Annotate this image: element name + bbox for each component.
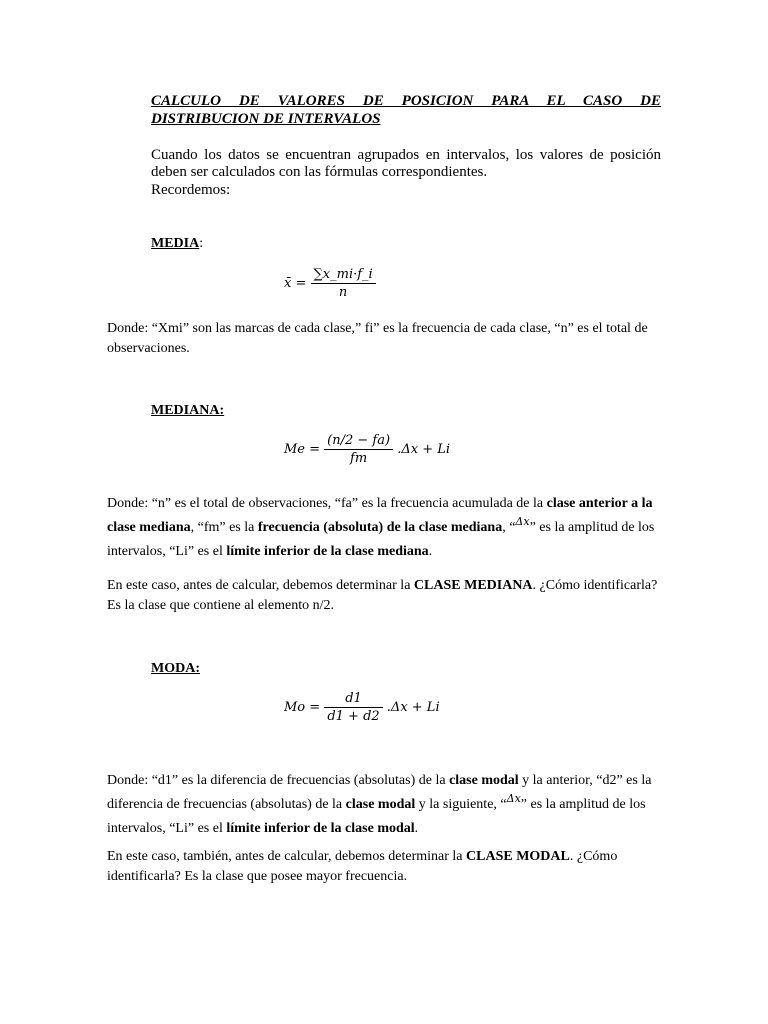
mediana-desc-bold1: clase anterior a la clase mediana (107, 496, 653, 535)
mediana-note-text1: En este caso, antes de calcular, debemos determinar la (107, 578, 414, 593)
moda-formula-denominator: d1 + d2 (327, 709, 380, 724)
moda-desc-bold3: límite inferior de la clase modal (226, 821, 415, 836)
moda-desc-text1: Donde: “d1” es la diferencia de frecuencias (absolutas) de la (107, 773, 450, 788)
moda-desc-bold2: clase modal (345, 797, 416, 812)
media-heading-colon: : (199, 236, 204, 251)
mediana-note (107, 576, 663, 616)
moda-note-bold: CLASE MODAL (466, 849, 570, 864)
media-formula-fraction (311, 266, 376, 301)
mediana-desc-text3: , “ (502, 520, 516, 535)
mediana-desc-text5: . (428, 544, 433, 559)
document-title-line2: DISTRIBUCION DE INTERVALOS (151, 111, 381, 127)
moda-desc-text4: ” es la amplitud de los intervalos, “Li” es el (107, 797, 646, 836)
mediana-formula (284, 432, 450, 467)
mediana-desc-text2: , “fm” es la (190, 520, 258, 535)
mediana-formula-denominator: fm (350, 451, 368, 466)
mediana-description (107, 492, 663, 564)
moda-formula (284, 690, 440, 725)
mediana-desc-bold3: límite inferior de la clase mediana (226, 544, 429, 559)
mediana-formula-lhs: Me = (284, 442, 321, 457)
mediana-heading: MEDIANA: (151, 403, 225, 418)
intro-paragraph: Cuando los datos se encuentran agrupados en intervalos, los valores de posición deben ser calculados con las fórmulas correspondientes. (151, 147, 661, 180)
media-heading: MEDIA (151, 236, 200, 251)
mediana-formula-fraction (324, 432, 393, 467)
media-description: Donde: “Xmi” son las marcas de cada clase,” fi” es la frecuencia de cada clase, “n” es el total de observaciones. (107, 321, 648, 356)
moda-desc-bold1: clase modal (449, 773, 519, 788)
moda-formula-lhs: Mo = (284, 700, 321, 715)
mediana-note-bold: CLASE MEDIANA (413, 578, 533, 593)
moda-heading: MODA: (151, 661, 200, 676)
media-formula-numerator: ∑x_mi·f_i (311, 266, 376, 284)
media-formula-denominator: n (338, 285, 348, 300)
mediana-formula-tail: .Δx + Li (397, 442, 451, 457)
moda-desc-text3: y la siguiente, “ (415, 797, 507, 812)
moda-formula-tail: .Δx + Li (386, 700, 440, 715)
moda-note-text1: En este caso, también, antes de calcular, debemos determinar la (107, 849, 467, 864)
mediana-desc-bold2: frecuencia (absoluta) de la clase mediana (257, 520, 503, 535)
moda-note-text2: . ¿Cómo identificarla? Es la clase que posee mayor frecuencia. (107, 849, 618, 884)
mediana-formula-numerator: (n/2 − fa) (324, 432, 393, 450)
moda-formula-fraction (324, 690, 382, 725)
mediana-desc-text1: Donde: “n” es el total de observaciones, “fa” es la frecuencia acumulada de la (107, 496, 547, 511)
mediana-note-text2: . ¿Cómo identificarla? Es la clase que contiene al elemento n/2. (107, 578, 658, 613)
document-title-line1: CALCULO DE VALORES DE POSICION PARA EL CASO DE (151, 93, 661, 109)
media-formula-lhs: x̄ = (284, 276, 307, 291)
moda-formula-numerator: d1 (324, 690, 382, 708)
recordemos-label: Recordemos: (151, 182, 231, 198)
media-formula (284, 266, 376, 301)
mediana-desc-text4: ” es la amplitud de los intervalos, “Li” es el (107, 520, 655, 559)
moda-description (107, 769, 663, 841)
media-section-heading (151, 234, 203, 252)
mediana-delta-symbol: Δx (515, 515, 530, 528)
moda-desc-text5: . (414, 821, 419, 836)
moda-delta-symbol: Δx (506, 792, 521, 805)
moda-note (107, 847, 663, 887)
moda-desc-text2: y la anterior, “d2” es la diferencia de frecuencias (absolutas) de la (107, 773, 652, 812)
